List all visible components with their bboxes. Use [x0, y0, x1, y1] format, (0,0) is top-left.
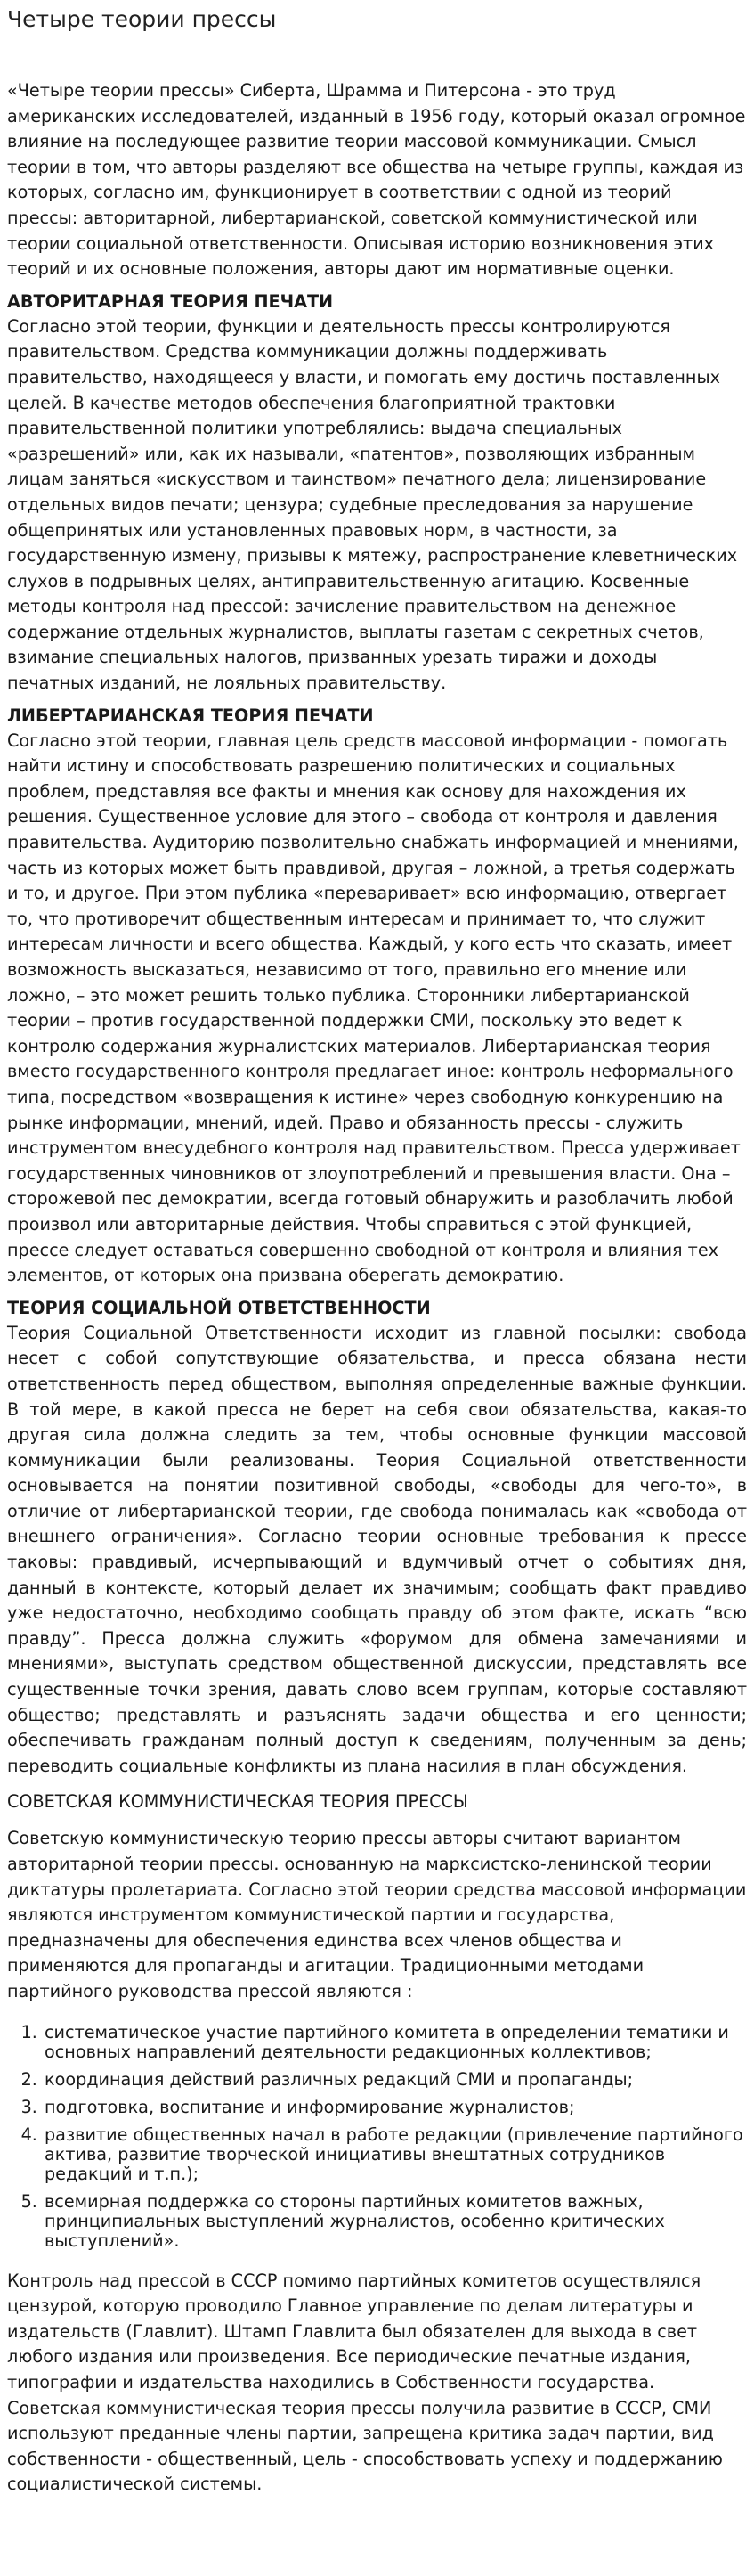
section-text-authoritarian: Согласно этой теории, функции и деятельность прессы контролируются правительством. Средства коммуникации должны поддерживать правительство, находящееся у власти, и помогать ему достичь поставленных целей. В качестве методов обеспечения благоприятной трактовки правительственной политики употреблялись: выдача специальных «разрешений» или, как их называли, «патентов», позволяющих избранным лицам заняться «искусством и таинством» печатного дела; лицензирование отдельных видов печати; цензура; судебные преследования за нарушение общепринятых или установленных правовых норм, в частности, за государственную измену, призывы к мятежу, распространение клеветнических слухов в подрывных целях, антиправительственную агитацию. Косвенные методы контроля над прессой: зачисление правительством на денежное содержание отдельных журналистов, выплаты газетам с секретных счетов, взимание специальных налогов, призванных урезать тиражи и доходы печатных изданий, не лояльных правительству.	[7, 315, 738, 694]
list-item: 1. систематическое участие партийного комитета в определении тематики и основных направлений деятельности редакционных коллективов;	[43, 2023, 747, 2062]
page-title: Четыре теории прессы	[7, 6, 277, 32]
section-heading-social-responsibility: ТЕОРИЯ СОЦИАЛЬНОЙ ОТВЕТСТВЕННОСТИ	[7, 1297, 431, 1318]
list-item: 4. развитие общественных начал в работе редакции (привлечение партийного актива, развитие творческой инициативы внештатных сотрудников редакций и т.п.);	[43, 2125, 747, 2184]
methods-list	[7, 2023, 747, 2251]
section-text-soviet: Советскую коммунистическую теорию прессы авторы считают вариантом авторитарной теории прессы. основанную на марксистско-ленинской теории диктатуры пролетариата. Согласно этой теории средства массовой информации являются инструментом коммунистической партии и государства, предназначены для обеспечения единства всех членов общества и применяются для пропаганды и агитации. Традиционными методами партийного руководства прессой являются :	[7, 1828, 747, 2001]
section-text-social-responsibility: Теория Социальной Ответственности исходит из главной посылки: свобода несет с собой сопутствующие обязательства, и пресса обязана нести ответственность перед обществом, выполняя определенные важные функции. В той мере, в какой пресса не берет на себя свои обязательства, какая-то другая сила должна следить за тем, чтобы основные функции массовой коммуникации были реализованы. Теория Социальной ответственности основывается на понятии позитивной свободы, «свободы для чего-то», в отличие от либертарианской теории, где свобода понималась как «свобода от внешнего ограничения». Согласно теории основные требования к прессе таковы: правдивый, исчерпывающий и вдумчивый отчет о событиях дня, данный в контексте, который делает их значимым; сообщать факт правдиво уже недостаточно, необходимо сообщать правду об этом факте, искать “всю правду”. Пресса должна служить «форумом для обмена замечаниями и мнениями», выступать средством общественной дискуссии, представлять все существенные точки зрения, давать слово всем группам, которые составляют общество; представлять и разъяснять задачи общества и его ценности; обеспечивать гражданам полный доступ к сведениям, полученным за день; переводить социальные конфликты из плана насилия в план обсуждения.	[7, 1322, 747, 1776]
list-item: 2. координация действий различных редакций СМИ и пропаганды;	[43, 2070, 747, 2090]
section-closing-soviet: Контроль над прессой в СССР помимо партийных комитетов осуществлялся цензурой, которую проводило Главное управление по делам литературы и издательств (Главлит). Штамп Главлита был обязателен для выхода в свет любого издания или произведения. Все периодические печатные издания, типографии и издательства находились в Собственности государства. Советская коммунистическая теория прессы получила развитие в СССР, СМИ используют преданные члены партии, запрещена критика задач партии, вид собственности - общественный, цель - способствовать успеху и поддержанию социалистической системы.	[7, 2270, 723, 2495]
list-item: 3. подготовка, воспитание и информирование журналистов;	[43, 2098, 747, 2117]
section-authoritarian	[7, 289, 747, 697]
section-heading-authoritarian: АВТОРИТАРНАЯ ТЕОРИЯ ПЕЧАТИ	[7, 290, 334, 312]
list-item: 5. всемирная поддержка со стороны партийных комитетов важных, принципиальных выступлений журналистов, особенно критических выступлений».	[43, 2192, 747, 2251]
section-social-responsibility	[7, 1296, 747, 1780]
section-text-libertarian: Согласно этой теории, главная цель средств массовой информации - помогать найти истину и способствовать разрешению политических и социальных проблем, представляя все факты и мнения как основу для нахождения их решения. Существенное условие для этого – свобода от контроля и давления правительства. Аудиторию позволительно снабжать информацией и мнениями, часть из которых может быть правдивой, другая – ложной, а третья содержать и то, и другое. При этом публика «переваривает» всю информацию, отвергает то, что противоречит общественным интересам и принимает то, что служит интересам личности и всего общества. Каждый, у кого есть что сказать, имеет возможность высказаться, независимо от того, правильно его мнение или ложно, – это может решить только публика. Сторонники либертарианской теории – против государственной поддержки СМИ, поскольку это ведет к контролю содержания журналистских материалов. Либертарианская теория вместо государственного контроля предлагает иное: контроль неформального типа, посредством «возвращения к истине» через свободную конкуренцию на рынке информации, мнений, идей. Право и обязанность прессы - служить инструментом внесудебного контроля над правительством. Пресса удерживает государственных чиновников от злоупотреблений и превышения власти. Она – сторожевой пес демократии, всегда готовый обнаружить и разоблачить любой произвол или авторитарные действия. Чтобы справиться с этой функцией, прессе следует оставаться совершенно свободной от контроля и влияния тех элементов, от которых она призвана оберегать демократию.	[7, 730, 741, 1286]
intro-paragraph: «Четыре теории прессы» Сиберта, Шрамма и Питерсона - это труд американских исследователей, изданный в 1956 году, который оказал огромное влияние на последующее развитие теории массовой коммуникации. Смысл теории в том, что авторы разделяют все общества на четыре группы, каждая из которых, согласно им, функционирует в соответствии с одной из теорий прессы: авторитарной, либертарианской, советской коммунистической или теории социальной ответственности. Описывая историю возникновения этих теорий и их основные положения, авторы дают им нормативные оценки.	[7, 80, 746, 280]
section-heading-soviet: СОВЕТСКАЯ КОММУНИСТИЧЕСКАЯ ТЕОРИЯ ПРЕССЫ	[7, 1791, 468, 1813]
section-soviet	[7, 1789, 747, 2498]
section-libertarian	[7, 704, 747, 1289]
section-heading-libertarian: ЛИБЕРТАРИАНСКАЯ ТЕОРИЯ ПЕЧАТИ	[7, 705, 374, 726]
